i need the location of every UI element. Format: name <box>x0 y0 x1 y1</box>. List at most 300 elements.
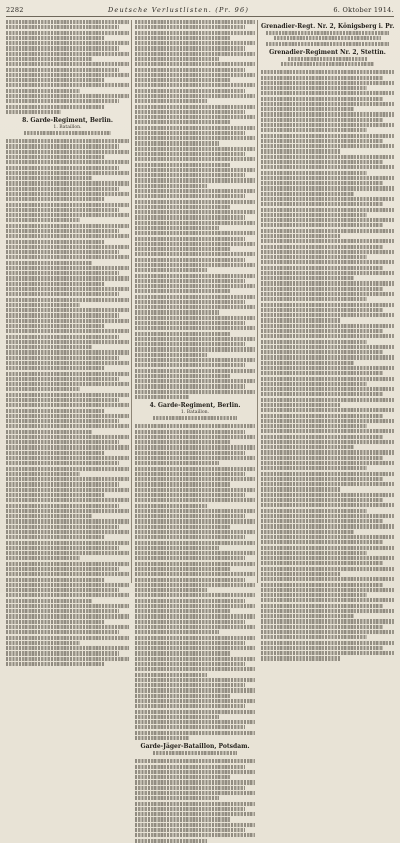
text-line <box>6 350 129 354</box>
section-heading: Grenadier-Regiment Nr. 2, Stettin. <box>269 48 386 56</box>
text-line <box>135 353 207 357</box>
text-line <box>6 25 119 29</box>
text-line <box>6 599 92 603</box>
text-line <box>6 266 129 270</box>
text-line <box>6 583 129 587</box>
text-line <box>261 392 383 396</box>
text-line <box>135 424 255 428</box>
text-line <box>274 36 380 40</box>
text-line <box>6 240 104 244</box>
text-line <box>6 218 80 222</box>
text-line <box>135 41 255 45</box>
text-line <box>6 303 80 307</box>
text-line <box>6 620 104 624</box>
text-line <box>261 250 394 254</box>
text-line <box>135 578 245 582</box>
text-line <box>135 720 255 724</box>
text-line <box>261 97 383 101</box>
text-line <box>135 625 255 629</box>
text-line <box>6 340 129 344</box>
text-line <box>135 221 255 225</box>
text-line <box>6 73 129 77</box>
text-line <box>6 298 129 302</box>
text-line <box>6 382 129 386</box>
text-line <box>135 305 255 309</box>
text-line <box>261 324 394 328</box>
text-line <box>135 347 255 351</box>
text-line <box>6 482 119 486</box>
text-line <box>261 604 383 608</box>
text-line <box>135 636 255 640</box>
text-line <box>135 519 255 523</box>
text-line <box>135 572 255 576</box>
text-line <box>135 759 255 763</box>
text-line <box>261 503 394 507</box>
text-line <box>261 276 354 280</box>
text-line <box>6 208 119 212</box>
text-line <box>6 41 129 45</box>
text-line <box>261 181 383 185</box>
text-line <box>135 310 219 314</box>
text-line <box>6 36 104 40</box>
text-line <box>135 546 219 550</box>
text-line <box>6 366 104 370</box>
text-line <box>135 36 231 40</box>
text-line <box>261 656 341 660</box>
text-line <box>135 461 219 465</box>
text-line <box>261 450 394 454</box>
text-line <box>135 807 245 811</box>
text-line <box>261 371 383 375</box>
section-subheading: 1. Bataillon. <box>53 124 82 130</box>
text-line <box>135 504 207 508</box>
text-line <box>6 451 104 455</box>
text-line <box>135 31 255 35</box>
text-line <box>6 578 104 582</box>
text-line <box>135 205 231 209</box>
text-line <box>6 435 129 439</box>
text-line <box>6 393 129 397</box>
text-line <box>6 308 129 312</box>
text-line <box>135 395 189 399</box>
text-line <box>135 704 245 708</box>
text-line <box>261 139 383 143</box>
text-line <box>6 398 119 402</box>
text-line <box>261 414 383 418</box>
section-heading: 8. Garde-Regiment, Berlin. <box>22 116 113 124</box>
text-line <box>261 271 394 275</box>
text-line <box>261 482 394 486</box>
text-line <box>135 126 255 130</box>
text-line <box>261 144 394 148</box>
text-line <box>135 493 245 497</box>
text-line <box>6 192 129 196</box>
text-line <box>6 445 129 449</box>
text-line <box>6 94 129 98</box>
text-line <box>6 345 92 349</box>
text-line <box>153 751 237 755</box>
text-line <box>135 215 245 219</box>
text-line <box>135 451 245 455</box>
text-column-2 <box>135 20 255 751</box>
text-line <box>135 775 231 779</box>
column-divider <box>131 20 132 583</box>
text-line <box>135 300 245 304</box>
text-line <box>6 424 129 428</box>
text-line <box>135 390 255 394</box>
text-line <box>6 110 61 114</box>
text-line <box>266 31 388 35</box>
text-line <box>261 91 394 95</box>
text-line <box>261 123 394 127</box>
text-line <box>135 326 255 330</box>
text-line <box>135 833 255 837</box>
text-line <box>6 52 129 56</box>
text-line <box>261 208 394 212</box>
text-line <box>135 488 255 492</box>
text-line <box>24 131 110 135</box>
text-line <box>135 556 245 560</box>
text-line <box>6 477 129 481</box>
text-line <box>135 105 255 109</box>
text-line <box>6 99 119 103</box>
text-line <box>6 651 119 655</box>
text-line <box>261 487 341 491</box>
text-line <box>135 258 245 262</box>
text-line <box>6 430 92 434</box>
text-line <box>6 414 129 418</box>
text-line <box>6 78 104 82</box>
text-line <box>135 599 245 603</box>
text-line <box>6 213 129 217</box>
text-line <box>6 261 92 265</box>
text-line <box>261 509 367 513</box>
text-line <box>135 62 255 66</box>
text-line <box>6 224 129 228</box>
text-line <box>135 136 255 140</box>
text-line <box>6 329 129 333</box>
text-line <box>261 149 341 153</box>
text-line <box>135 593 255 597</box>
text-line <box>135 817 231 821</box>
text-line <box>6 166 119 170</box>
text-line <box>261 70 394 74</box>
text-line <box>261 398 394 402</box>
text-line <box>261 329 383 333</box>
text-line <box>135 715 219 719</box>
text-line <box>261 567 394 571</box>
text-line <box>135 110 245 114</box>
text-line <box>261 387 394 391</box>
text-line <box>135 435 255 439</box>
text-line <box>135 342 245 346</box>
text-line <box>261 377 394 381</box>
text-line <box>261 355 394 359</box>
text-line <box>261 419 394 423</box>
text-line <box>135 780 255 784</box>
text-line <box>6 203 129 207</box>
text-line <box>6 567 119 571</box>
text-line <box>6 105 104 109</box>
text-line <box>135 683 245 687</box>
text-line <box>135 725 245 729</box>
text-line <box>6 83 129 87</box>
text-line <box>6 604 129 608</box>
text-line <box>6 562 129 566</box>
text-line <box>261 445 354 449</box>
text-line <box>6 313 119 317</box>
text-line <box>261 266 383 270</box>
text-line <box>135 678 255 682</box>
text-line <box>6 372 129 376</box>
text-line <box>135 83 255 87</box>
text-line <box>6 609 119 613</box>
text-line <box>135 25 245 29</box>
text-line <box>135 699 255 703</box>
text-line <box>6 150 129 154</box>
text-line <box>135 456 255 460</box>
text-line <box>135 630 219 634</box>
text-line <box>6 335 119 339</box>
text-line <box>6 324 104 328</box>
text-line <box>135 226 219 230</box>
text-line <box>261 514 394 518</box>
text-line <box>135 688 255 692</box>
text-line <box>6 657 129 661</box>
text-line <box>261 318 341 322</box>
text-line <box>6 636 129 640</box>
text-line <box>288 57 368 61</box>
text-line <box>135 614 255 618</box>
text-line <box>6 488 129 492</box>
text-line <box>135 289 231 293</box>
text-line <box>261 572 341 576</box>
text-line <box>261 313 394 317</box>
text-line <box>261 239 394 243</box>
text-line <box>6 57 92 61</box>
text-line <box>135 321 245 325</box>
text-line <box>135 284 255 288</box>
text-line <box>261 297 367 301</box>
text-line <box>6 181 129 185</box>
text-line <box>135 667 255 671</box>
text-line <box>135 131 245 135</box>
text-line <box>261 234 341 238</box>
text-line <box>135 828 245 832</box>
text-line <box>135 770 255 774</box>
text-line <box>6 171 129 175</box>
text-line <box>261 340 367 344</box>
text-line <box>261 160 383 164</box>
text-line <box>261 540 383 544</box>
text-line <box>135 358 255 362</box>
text-line <box>6 356 119 360</box>
text-line <box>6 234 129 238</box>
text-line <box>6 546 119 550</box>
text-line <box>135 374 231 378</box>
text-line <box>135 641 245 645</box>
text-line <box>135 562 255 566</box>
text-line <box>135 20 255 24</box>
text-line <box>261 429 394 433</box>
text-line <box>6 530 129 534</box>
text-line <box>135 477 255 481</box>
text-line <box>6 255 129 259</box>
text-line <box>135 620 245 624</box>
text-line <box>135 141 219 145</box>
text-line <box>261 424 367 428</box>
text-line <box>261 619 394 623</box>
text-column-3 <box>261 20 394 585</box>
text-line <box>135 651 231 655</box>
text-line <box>261 535 394 539</box>
text-line <box>135 147 255 151</box>
text-line <box>261 308 383 312</box>
text-line <box>6 144 119 148</box>
text-line <box>135 440 231 444</box>
text-line <box>261 81 394 85</box>
text-line <box>135 509 255 513</box>
text-line <box>6 20 129 24</box>
text-line <box>135 263 255 267</box>
publication-title: Deutsche Verlustlisten. (Pr. 96) <box>107 6 250 14</box>
text-line <box>6 419 119 423</box>
text-line <box>6 504 119 508</box>
text-line <box>261 524 394 528</box>
text-line <box>153 416 237 420</box>
text-line <box>135 609 231 613</box>
text-line <box>261 614 354 618</box>
text-line <box>135 189 255 193</box>
text-line <box>261 361 354 365</box>
text-line <box>135 765 245 769</box>
text-line <box>261 630 394 634</box>
text-line <box>261 303 394 307</box>
text-line <box>6 514 92 518</box>
text-line <box>261 176 394 180</box>
text-line <box>135 363 245 367</box>
text-line <box>261 350 383 354</box>
text-line <box>6 509 129 513</box>
text-line <box>135 68 245 72</box>
text-line <box>261 551 367 555</box>
text-line <box>135 247 231 251</box>
text-line <box>6 456 129 460</box>
text-line <box>135 535 245 539</box>
text-line <box>135 242 255 246</box>
text-line <box>135 316 255 320</box>
text-line <box>261 218 394 222</box>
text-line <box>6 519 129 523</box>
text-line <box>261 382 367 386</box>
text-line <box>135 525 231 529</box>
text-line <box>135 115 255 119</box>
text-line <box>135 646 255 650</box>
text-line <box>6 245 129 249</box>
text-line <box>6 250 119 254</box>
text-line <box>135 73 255 77</box>
text-line <box>135 736 189 740</box>
text-line <box>135 673 207 677</box>
text-line <box>261 202 383 206</box>
text-line <box>135 710 255 714</box>
text-line <box>261 86 367 90</box>
text-line <box>6 287 129 291</box>
text-line <box>135 184 207 188</box>
text-line <box>6 535 104 539</box>
text-line <box>261 635 367 639</box>
text-line <box>261 192 354 196</box>
text-line <box>261 530 354 534</box>
issue-date: 6. Oktober 1914. <box>333 6 394 14</box>
text-line <box>6 282 104 286</box>
text-line <box>266 42 388 46</box>
text-line <box>261 186 394 190</box>
text-line <box>261 229 394 233</box>
text-line <box>6 160 129 164</box>
text-line <box>261 646 383 650</box>
text-line <box>6 472 80 476</box>
text-line <box>261 609 394 613</box>
text-line <box>135 498 255 502</box>
text-line <box>135 802 255 806</box>
text-line <box>6 588 119 592</box>
text-line <box>135 52 255 56</box>
text-line <box>261 556 394 560</box>
text-line <box>135 369 255 373</box>
text-line <box>261 403 341 407</box>
text-line <box>135 823 255 827</box>
text-line <box>135 89 245 93</box>
text-line <box>6 229 119 233</box>
text-line <box>261 546 394 550</box>
text-line <box>6 498 129 502</box>
text-line <box>261 598 394 602</box>
text-line <box>135 237 245 241</box>
text-line <box>261 498 383 502</box>
text-line <box>6 630 119 634</box>
text-line <box>135 445 255 449</box>
text-line <box>135 588 207 592</box>
text-line <box>135 812 255 816</box>
text-line <box>135 337 255 341</box>
text-line <box>261 461 394 465</box>
text-line <box>6 572 129 576</box>
text-line <box>261 519 383 523</box>
text-line <box>135 796 219 800</box>
text-line <box>135 194 245 198</box>
text-line <box>261 466 367 470</box>
text-line <box>135 163 231 167</box>
text-line <box>261 477 383 481</box>
text-line <box>261 260 394 264</box>
text-line <box>261 651 394 655</box>
text-line <box>6 68 119 72</box>
text-line <box>261 641 394 645</box>
text-line <box>135 57 219 61</box>
text-line <box>6 641 80 645</box>
text-line <box>261 334 394 338</box>
text-line <box>6 614 129 618</box>
text-line <box>135 200 255 204</box>
text-line <box>261 440 394 444</box>
text-line <box>6 31 129 35</box>
text-line <box>261 366 394 370</box>
text-line <box>135 120 231 124</box>
text-line <box>261 165 394 169</box>
text-line <box>261 435 383 439</box>
text-line <box>261 245 383 249</box>
